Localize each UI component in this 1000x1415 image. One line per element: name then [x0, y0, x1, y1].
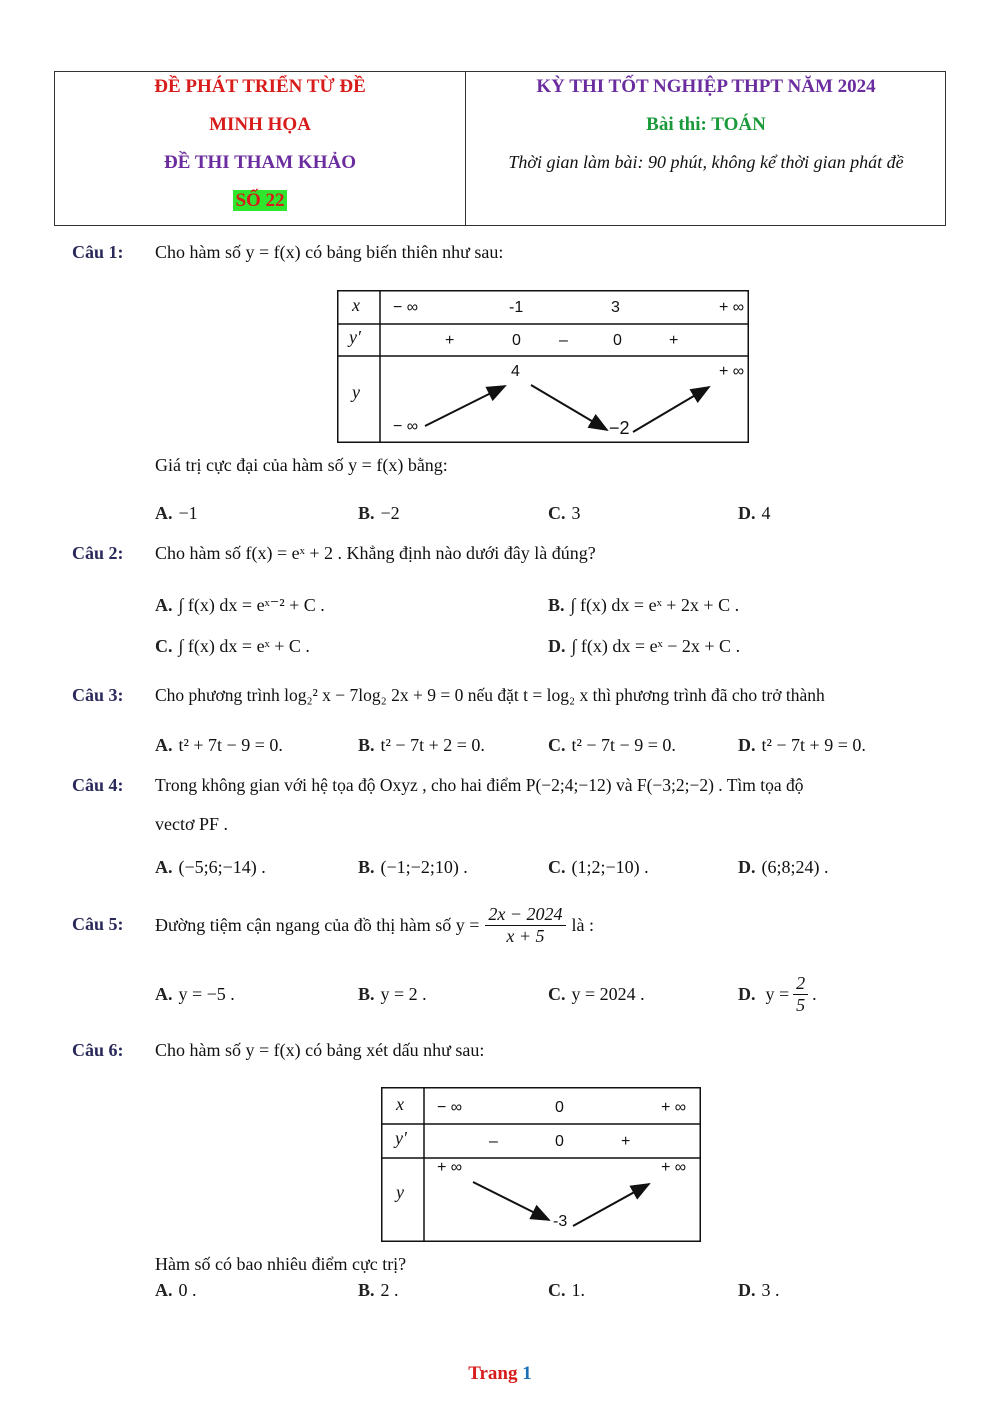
header-left-line2: MINH HỌA	[209, 114, 311, 135]
question-prompt: Giá trị cực đại của hàm số y = f(x) bằng:	[155, 455, 448, 475]
exam-subject: Bài thi: TOÁN	[646, 114, 766, 135]
page-number: 1	[522, 1363, 532, 1384]
answer-option[interactable]: C. y = 2024 .	[548, 984, 645, 1004]
answer-option[interactable]: D. t² − 7t + 9 = 0.	[738, 735, 866, 755]
x-value: − ∞	[437, 1099, 463, 1116]
table-y-label: y	[396, 1182, 404, 1202]
answer-option[interactable]: C. (1;2;−10) .	[548, 857, 649, 877]
answer-option[interactable]: A. −1	[155, 503, 198, 523]
variation-table	[337, 290, 749, 443]
y-value: + ∞	[719, 363, 745, 380]
question-label: Câu 3:	[72, 685, 124, 705]
sign-table	[381, 1087, 701, 1242]
question-label: Câu 5:	[72, 914, 124, 934]
fraction	[485, 904, 565, 947]
y-value: + ∞	[437, 1159, 463, 1176]
y-value: -3	[553, 1213, 568, 1230]
x-value: 3	[611, 299, 620, 316]
question-prompt: Hàm số có bao nhiêu điểm cực trị?	[155, 1254, 407, 1274]
answer-option[interactable]: A. (−5;6;−14) .	[155, 857, 266, 877]
answer-option[interactable]: B. −2	[358, 503, 400, 523]
table-x-label: x	[396, 1094, 404, 1114]
exam-duration: Thời gian làm bài: 90 phút, không kể thời gian phát đề	[508, 152, 904, 172]
derivative-sign: –	[559, 332, 568, 349]
x-value: -1	[509, 299, 524, 316]
exam-header	[54, 71, 946, 226]
fraction-numerator: 2x − 2024	[485, 904, 565, 926]
header-left-line1: ĐỀ PHÁT TRIỂN TỪ ĐỀ	[154, 76, 366, 97]
question-label: Câu 4:	[72, 775, 124, 795]
y-value: 4	[511, 363, 520, 380]
x-value: − ∞	[393, 299, 419, 316]
exam-number-badge: SỐ 22	[235, 190, 285, 211]
derivative-sign: +	[669, 332, 679, 349]
derivative-sign: +	[621, 1133, 631, 1150]
x-value: 0	[555, 1099, 564, 1116]
x-value: + ∞	[661, 1099, 687, 1116]
answer-option[interactable]: B. (−1;−2;10) .	[358, 857, 468, 877]
page-footer	[0, 1363, 1000, 1385]
question-text: Cho hàm số y = f(x) có bảng xét dấu như sau:	[155, 1040, 485, 1060]
answer-option[interactable]: D. (6;8;24) .	[738, 857, 829, 877]
answer-option[interactable]: D. y = $\frac{2}{5}$ .	[738, 972, 817, 1015]
question-text: Cho phương trình log₂² x − 7log₂ 2x + 9 = 0 nếu đặt t = log₂ x thì phương trình đã cho trở thành	[155, 685, 825, 705]
table-x-label: x	[352, 295, 360, 315]
answer-option[interactable]: C. ∫ f(x) dx = eˣ + C .	[155, 636, 310, 656]
question-label: Câu 1:	[72, 242, 124, 262]
question-text: Cho hàm số y = f(x) có bảng biến thiên như sau:	[155, 242, 504, 262]
derivative-sign: 0	[555, 1133, 564, 1150]
question-text-continued: vectơ PF .	[155, 814, 229, 834]
x-value: + ∞	[719, 299, 745, 316]
table-yprime-label: y′	[395, 1128, 407, 1148]
answer-option[interactable]: D. 4	[738, 503, 771, 523]
y-value: − ∞	[393, 418, 419, 435]
answer-option[interactable]: B. 2 .	[358, 1280, 399, 1300]
derivative-sign: +	[445, 332, 455, 349]
exam-title: KỲ THI TỐT NGHIỆP THPT NĂM 2024	[536, 76, 876, 97]
y-value: −2	[609, 418, 630, 438]
question-text	[155, 897, 594, 953]
answer-option[interactable]: D. ∫ f(x) dx = eˣ − 2x + C .	[548, 636, 741, 656]
table-y-label: y	[352, 382, 360, 402]
fraction-denominator: x + 5	[506, 925, 545, 946]
answer-option[interactable]: C. 1.	[548, 1280, 585, 1300]
answer-option[interactable]: D. 3 .	[738, 1280, 780, 1300]
question-text-before: Đường tiệm cận ngang của đồ thị hàm số y =	[155, 914, 480, 935]
header-left-line3: ĐỀ THI THAM KHẢO	[164, 152, 356, 173]
sign-table-grid	[381, 1087, 701, 1242]
answer-option[interactable]: B. ∫ f(x) dx = eˣ + 2x + C .	[548, 595, 740, 615]
derivative-sign: –	[489, 1133, 498, 1150]
question-label: Câu 6:	[72, 1040, 124, 1060]
answer-option[interactable]: A. ∫ f(x) dx = eˣ⁻² + C .	[155, 595, 325, 615]
question-text: Trong không gian với hệ tọa độ Oxyz , cho hai điểm P(−2;4;−12) và F(−3;2;−2) . Tìm tọa độ	[155, 775, 804, 795]
answer-option[interactable]: C. 3	[548, 503, 581, 523]
answer-option[interactable]: C. t² − 7t − 9 = 0.	[548, 735, 676, 755]
derivative-sign: 0	[512, 332, 521, 349]
question-text-after: là :	[571, 914, 595, 935]
fraction: $\frac{2}{5}$	[793, 973, 808, 1016]
y-value: + ∞	[661, 1159, 687, 1176]
question-label: Câu 2:	[72, 543, 124, 563]
answer-option[interactable]: A. 0 .	[155, 1280, 197, 1300]
footer-word: Trang	[468, 1363, 518, 1384]
answer-option[interactable]: B. t² − 7t + 2 = 0.	[358, 735, 485, 755]
answer-option[interactable]: A. y = −5 .	[155, 984, 235, 1004]
derivative-sign: 0	[613, 332, 622, 349]
answer-option[interactable]: A. t² + 7t − 9 = 0.	[155, 735, 283, 755]
answer-option[interactable]: B. y = 2 .	[358, 984, 427, 1004]
question-text: Cho hàm số f(x) = eˣ + 2 . Khẳng định nào dưới đây là đúng?	[155, 543, 596, 563]
table-yprime-label: y′	[349, 327, 361, 347]
